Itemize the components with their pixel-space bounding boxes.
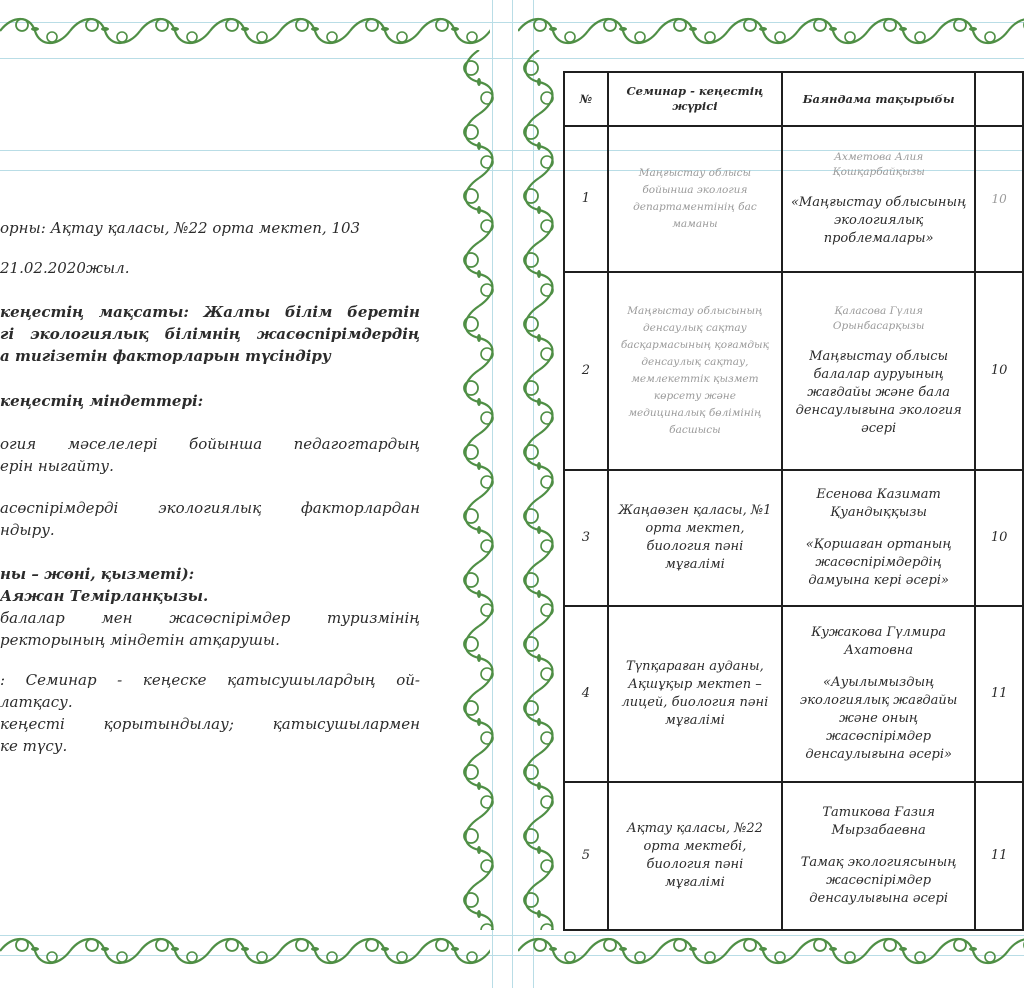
row-extra: 10 [975, 272, 1023, 470]
talk-topic: «Ауылымыздың экологиялық жағдайы және оның жасөспірімдер денсаулығына әсері» [799, 675, 958, 762]
side-border-ornament-left [452, 50, 506, 930]
header-number: № [564, 72, 608, 126]
text-line: ерін ныгайту. [0, 457, 114, 475]
row-course: Маңғыстау облысының денсаулық сақтау басқармасының қоғамдық денсаулық сақтау, мемлекеттік қызмет көрсету және медициналық бөлімінің басшысы [608, 272, 782, 470]
row-number: 2 [564, 272, 608, 470]
row-topic-cell [782, 470, 975, 606]
row-topic-cell [782, 126, 975, 272]
speaker-name: Қаласова Гүлия Орынбасарқызы [832, 305, 925, 332]
text-line: а тигізетін факторларын түсіндіру [0, 347, 331, 365]
speaker-name: Ахметова Алия Қошқарбайқызы [832, 151, 925, 178]
table-header-row [564, 72, 1023, 126]
talk-topic: Маңғыстау облысы балалар ауруының жағдайы және бала денсаулығына экология әсері [795, 349, 962, 436]
table-row [564, 272, 1023, 470]
text-line: кеңестің міндеттері: [0, 392, 204, 410]
row-course: Маңғыстау облысы бойынша экология департаментінің бас маманы [608, 126, 782, 272]
side-border-ornament-right [512, 50, 566, 930]
row-number: 4 [564, 606, 608, 782]
row-course: Ақтау қаласы, №22 орта мектебі, биология пәні мұғалімі [608, 782, 782, 930]
table-row [564, 606, 1023, 782]
text-line: кеңестің мақсаты: Жалпы білім беретін [0, 303, 420, 321]
text-line: орны: Ақтау қаласы, №22 орта мектеп, 103 [0, 219, 361, 237]
text-line: латқасу. [0, 693, 73, 711]
bottom-border-ornament-left [0, 930, 490, 972]
row-extra: 10 [975, 470, 1023, 606]
row-number: 3 [564, 470, 608, 606]
table-row [564, 782, 1023, 930]
header-course: Семинар - кеңестің жүрісі [608, 72, 782, 126]
row-course: Түпқараған ауданы, Ақшұқыр мектеп – лицей, биология пәні мұғалімі [608, 606, 782, 782]
talk-topic: «Қоршаған ортаның жасөспірімдердің дамуына кері әсері» [805, 537, 952, 588]
talk-topic: Тамақ экологиясының жасөспірімдер денсаулығына әсері [800, 855, 957, 906]
header-topic: Баяндама тақырыбы [782, 72, 975, 126]
row-topic-cell [782, 782, 975, 930]
text-line: Аяжан Темірланқызы. [0, 587, 209, 605]
speaker-name: Кужакова Гүлмира Ахатовна [811, 625, 946, 658]
text-line: огия мәселелері бойынша педагогтардың [0, 435, 420, 453]
text-line: 21.02.2020жыл. [0, 259, 130, 277]
text-line: ректорының міндетін атқарушы. [0, 631, 280, 649]
speaker-name: Татикова Ғазия Мырзабаевна [822, 805, 935, 838]
text-line: ндыру. [0, 521, 55, 539]
row-course: Жаңаөзен қаласы, №1 орта мектеп, биология пәні мұғалімі [608, 470, 782, 606]
text-line: : Семинар - кеңеске қатысушылардың ой- [0, 671, 420, 689]
table-row [564, 470, 1023, 606]
text-line: ны – жөні, қызметі): [0, 565, 195, 583]
row-extra: 11 [975, 606, 1023, 782]
talk-topic: «Маңғыстау облысының экологиялық проблемалары» [790, 195, 967, 246]
seminar-program-table [563, 71, 1024, 931]
text-line: гі экологиялық білімнің жасөспірімдердің [0, 325, 420, 343]
header-extra [975, 72, 1023, 126]
speaker-name: Есенова Казимат Қуандыққызы [816, 487, 941, 520]
text-line: ке түсу. [0, 737, 68, 755]
row-topic-cell [782, 606, 975, 782]
top-border-ornament-right [518, 10, 1024, 52]
row-extra: 10 [975, 126, 1023, 272]
text-line: кеңесті қорытындылау; қатысушылармен [0, 715, 420, 733]
bottom-border-ornament-right [518, 930, 1024, 972]
text-line: асөспірімдерді экологиялық факторлардан [0, 499, 420, 517]
top-border-ornament-left [0, 10, 490, 52]
row-topic-cell [782, 272, 975, 470]
row-number: 1 [564, 126, 608, 272]
table-row [564, 126, 1023, 272]
row-extra: 11 [975, 782, 1023, 930]
text-line: балалар мен жасөспірімдер туризмінің [0, 609, 420, 627]
row-number: 5 [564, 782, 608, 930]
